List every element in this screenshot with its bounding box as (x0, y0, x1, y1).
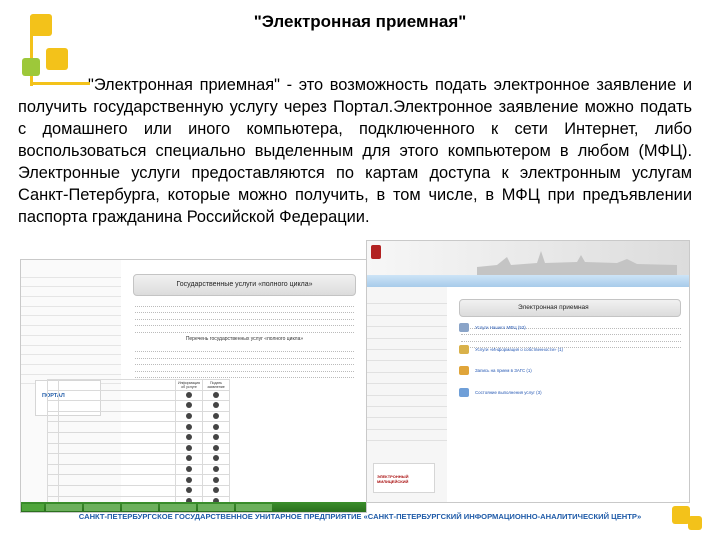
apply-icon[interactable] (213, 455, 219, 461)
link-label: Запись на прием в ЗАГС (1) (475, 368, 532, 374)
reception-link-property[interactable] (459, 339, 681, 361)
menu-item[interactable] (367, 293, 447, 304)
info-icon[interactable] (186, 445, 192, 451)
table-header-row (48, 380, 230, 391)
apply-icon[interactable] (213, 392, 219, 398)
mfc-icon (459, 323, 469, 332)
left-menu (21, 260, 121, 384)
portal-screenshot-services (20, 259, 367, 513)
menu-item (21, 316, 121, 326)
menu-item[interactable] (367, 304, 447, 315)
info-icon[interactable] (186, 413, 192, 419)
puzzle-piece-icon (46, 48, 68, 70)
menu-item (21, 297, 121, 307)
menu-item[interactable] (367, 339, 447, 350)
taskbar-item[interactable] (160, 504, 196, 511)
menu-item[interactable] (367, 396, 447, 407)
menu-item[interactable] (367, 373, 447, 384)
portal-screenshot-reception (366, 240, 690, 503)
taskbar-item[interactable] (236, 504, 272, 511)
table-row[interactable] (48, 390, 230, 401)
intro-text (18, 74, 692, 228)
footer-organization: САНКТ-ПЕТЕРБУРГСКОЕ ГОСУДАРСТВЕННОЕ УНИТАРНОЕ ПРЕДПРИЯТИЕ «САНКТ-ПЕТЕРБУРГСКИЙ ИНФОРМАЦИОННО-АНАЛИТИЧЕСКИЙ ЦЕНТР» (78, 512, 642, 521)
info-icon[interactable] (186, 392, 192, 398)
menu-item[interactable] (367, 384, 447, 395)
left-menu (367, 287, 447, 441)
left-menu-panel (367, 287, 447, 502)
reception-link-status[interactable] (459, 382, 681, 404)
menu-item (21, 355, 121, 365)
menu-item (21, 287, 121, 297)
menu-item[interactable] (367, 430, 447, 441)
apply-icon[interactable] (213, 445, 219, 451)
taskbar-start-button[interactable] (22, 504, 44, 511)
info-icon[interactable] (186, 455, 192, 461)
status-icon (459, 388, 469, 397)
apply-icon[interactable] (213, 413, 219, 419)
reception-link-mfc[interactable] (459, 317, 681, 339)
menu-item[interactable] (367, 327, 447, 338)
taskbar-item[interactable] (122, 504, 158, 511)
table-row[interactable] (48, 401, 230, 412)
menu-item (21, 346, 121, 356)
menu-item (21, 268, 121, 278)
table-row[interactable] (48, 475, 230, 486)
property-icon (459, 345, 469, 354)
taskbar-item[interactable] (46, 504, 82, 511)
menu-item (21, 326, 121, 336)
apply-icon[interactable] (213, 402, 219, 408)
table-row[interactable] (48, 411, 230, 422)
menu-item[interactable] (367, 350, 447, 361)
table-row[interactable] (48, 432, 230, 443)
slide-title: "Электронная приемная" (253, 12, 467, 31)
intro-paragraph: "Электронная приемная" - это возможность подать электронное заявление и получить государственную услугу через Портал.Электронное заявление можно подать с домашнего или иного компьютера, подключенного к сети Интернет, либо воспользоваться специально выделенным для этого компьютером в любом (МФЦ). Электронные услуги предоставляются по картам доступа к электронным услугам Санкт-Петербурга, которые можно получить, в том числе, в МФЦ при предъявлении паспорта гражданина Российской Федерации. (18, 76, 692, 226)
table-row[interactable] (48, 454, 230, 465)
apply-icon[interactable] (213, 487, 219, 493)
link-label: Услуги «Информация о собственности» (1) (475, 346, 563, 352)
taskbar-item[interactable] (84, 504, 120, 511)
services-description (135, 300, 354, 333)
services-table (47, 379, 230, 513)
info-icon[interactable] (186, 466, 192, 472)
table-row[interactable] (48, 485, 230, 496)
top-navigation-bar (367, 275, 689, 287)
portal-logo-text: ПОРТАЛ (42, 393, 65, 399)
info-icon[interactable] (186, 424, 192, 430)
table-row[interactable] (48, 464, 230, 475)
table-row[interactable] (48, 443, 230, 454)
menu-item (21, 365, 121, 375)
column-header: Подать заявление (203, 380, 230, 391)
link-label: Состояние выполнения услуг (3) (475, 389, 542, 395)
apply-icon[interactable] (213, 466, 219, 472)
apply-icon[interactable] (213, 424, 219, 430)
menu-item[interactable] (367, 316, 447, 327)
taskbar (21, 502, 366, 512)
menu-item[interactable] (367, 361, 447, 372)
services-note (135, 346, 354, 379)
menu-item[interactable] (367, 418, 447, 429)
services-subheader: Перечень государственных услуг «полного цикла» (185, 335, 304, 342)
services-header: Государственные услуги «полного цикла» (133, 274, 356, 296)
police-portal-logo-text: ЭЛЕКТРОННЫЙ МИЛИЦЕЙСКИЙ (377, 474, 409, 484)
table-row[interactable] (48, 422, 230, 433)
menu-item (21, 278, 121, 288)
police-portal-logo (373, 463, 435, 493)
city-skyline-icon (477, 247, 677, 275)
info-icon[interactable] (186, 434, 192, 440)
column-header: Информация об услуге (175, 380, 202, 391)
reception-links (459, 317, 681, 403)
info-icon[interactable] (186, 487, 192, 493)
rings-icon (459, 366, 469, 375)
info-icon[interactable] (186, 477, 192, 483)
info-icon[interactable] (186, 402, 192, 408)
apply-icon[interactable] (213, 434, 219, 440)
reception-link-zags[interactable] (459, 360, 681, 382)
taskbar-item[interactable] (198, 504, 234, 511)
apply-icon[interactable] (213, 477, 219, 483)
menu-item (21, 307, 121, 317)
link-label: Услуги Нашего МФЦ (53) (475, 325, 526, 331)
portal-banner (367, 241, 689, 275)
menu-item (21, 336, 121, 346)
reception-header: Электронная приемная (459, 299, 681, 317)
menu-item[interactable] (367, 407, 447, 418)
coat-of-arms-icon (371, 245, 381, 259)
